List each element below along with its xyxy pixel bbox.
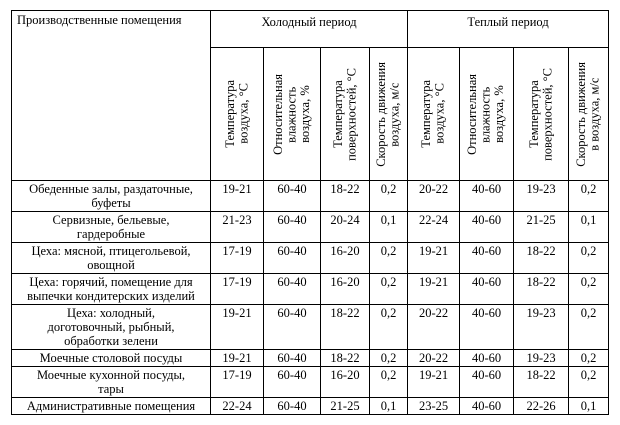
room-name-cell	[12, 212, 211, 243]
cold-subheader-label	[375, 62, 402, 167]
value-cell: 0,1	[569, 212, 609, 243]
room-name-line: обработки зелени	[64, 334, 158, 348]
value-cell: 40-60	[460, 274, 514, 305]
cold-period-header: Холодный период	[211, 11, 408, 48]
room-name-line: Сервизные, бельевые,	[52, 213, 170, 227]
room-name-cell	[12, 274, 211, 305]
warm-subheader-3	[514, 48, 569, 181]
value-cell: 0,1	[370, 398, 408, 415]
value-cell: 40-60	[460, 350, 514, 367]
room-name-line: Цеха: холодный,	[67, 306, 155, 320]
value-cell: 0,1	[569, 398, 609, 415]
value-cell: 0,2	[569, 367, 609, 398]
value-cell: 18-22	[321, 181, 370, 212]
subheader-line: поверхностей, °С	[540, 67, 555, 161]
value-cell: 40-60	[460, 243, 514, 274]
subheader-line: воздуха, %	[297, 85, 312, 143]
subheader-line: воздуха, °С	[432, 83, 447, 145]
subheader-line: влажность	[478, 85, 493, 143]
warm-subheader-2	[460, 48, 514, 181]
subheader-line: влажность	[284, 85, 299, 143]
cold-subheader-label	[272, 74, 313, 155]
value-cell: 0,2	[370, 350, 408, 367]
warm-period-header: Теплый период	[408, 11, 609, 48]
room-name-line: выпечки кондитерских изделий	[27, 289, 195, 303]
table-row	[12, 181, 609, 212]
table-row	[12, 398, 609, 415]
value-cell: 0,2	[569, 350, 609, 367]
value-cell: 19-21	[211, 350, 264, 367]
table-body	[12, 181, 609, 415]
value-cell: 16-20	[321, 367, 370, 398]
room-name-cell	[12, 350, 211, 367]
room-name-line: Обеденные залы, раздаточные,	[29, 182, 193, 196]
value-cell: 60-40	[264, 181, 321, 212]
value-cell: 19-21	[408, 367, 460, 398]
table-row	[12, 367, 609, 398]
subheader-line: Температура	[419, 80, 434, 148]
value-cell: 40-60	[460, 212, 514, 243]
value-cell: 60-40	[264, 212, 321, 243]
value-cell: 19-23	[514, 305, 569, 350]
room-name-cell	[12, 243, 211, 274]
subheader-line: в воздуха, м/с	[587, 77, 602, 151]
room-name-cell	[12, 398, 211, 415]
room-name-line: Цеха: мясной, птицегольевой,	[31, 244, 191, 258]
microclimate-table	[11, 10, 609, 415]
room-name-line: доготовочный, рыбный,	[47, 320, 175, 334]
subheader-line: воздуха, %	[492, 85, 507, 143]
warm-subheader-label	[420, 80, 447, 148]
value-cell: 19-21	[211, 305, 264, 350]
warm-subheader-label	[575, 62, 602, 167]
value-cell: 23-25	[408, 398, 460, 415]
value-cell: 18-22	[514, 367, 569, 398]
value-cell: 22-24	[408, 212, 460, 243]
subheader-line: Температура	[222, 80, 237, 148]
room-name-line: гардеробные	[76, 227, 146, 241]
value-cell: 60-40	[264, 350, 321, 367]
value-cell: 19-21	[408, 274, 460, 305]
table-row	[12, 243, 609, 274]
room-name-line: буфеты	[91, 196, 131, 210]
value-cell: 0,2	[370, 367, 408, 398]
value-cell: 16-20	[321, 243, 370, 274]
cold-subheader-3	[321, 48, 370, 181]
room-name-cell	[12, 181, 211, 212]
value-cell: 0,2	[370, 181, 408, 212]
value-cell: 0,2	[370, 274, 408, 305]
value-cell: 60-40	[264, 305, 321, 350]
value-cell: 0,2	[370, 305, 408, 350]
subheader-line: Относительная	[465, 73, 480, 155]
cold-subheader-4	[370, 48, 408, 181]
value-cell: 0,2	[569, 274, 609, 305]
subheader-line: поверхностей, °С	[344, 67, 358, 161]
value-cell: 0,2	[370, 243, 408, 274]
warm-subheader-4	[569, 48, 609, 181]
value-cell: 60-40	[264, 274, 321, 305]
value-cell: 16-20	[321, 274, 370, 305]
value-cell: 20-22	[408, 350, 460, 367]
value-cell: 19-21	[408, 243, 460, 274]
value-cell: 0,2	[569, 181, 609, 212]
room-name-line: Моечные столовой посуды	[39, 351, 183, 365]
subheader-line: Скорость движения	[374, 61, 389, 167]
room-name-line: Моечные кухонной посуды,	[36, 368, 186, 382]
cold-subheader-label	[224, 80, 251, 148]
warm-subheader-label	[528, 68, 555, 161]
value-cell: 0,2	[569, 243, 609, 274]
value-cell: 21-25	[514, 212, 569, 243]
subheader-line: Температура	[526, 80, 541, 148]
room-name-line: Административные помещения	[26, 399, 196, 413]
value-cell: 20-24	[321, 212, 370, 243]
value-cell: 60-40	[264, 398, 321, 415]
warm-subheader-label	[466, 74, 507, 155]
subheader-line: Относительная	[270, 73, 285, 155]
value-cell: 40-60	[460, 398, 514, 415]
value-cell: 20-22	[408, 181, 460, 212]
value-cell: 21-25	[321, 398, 370, 415]
table-row	[12, 274, 609, 305]
cold-subheader-1	[211, 48, 264, 181]
table-row	[12, 212, 609, 243]
value-cell: 60-40	[264, 243, 321, 274]
value-cell: 20-22	[408, 305, 460, 350]
room-name-line: овощной	[87, 258, 135, 272]
value-cell: 40-60	[460, 305, 514, 350]
subheader-line: Скорость движения	[574, 61, 589, 167]
room-name-cell	[12, 305, 211, 350]
value-cell: 40-60	[460, 181, 514, 212]
table-row	[12, 305, 609, 350]
cold-subheader-2	[264, 48, 321, 181]
value-cell: 17-19	[211, 243, 264, 274]
value-cell: 18-22	[514, 274, 569, 305]
room-name-cell	[12, 367, 211, 398]
value-cell: 18-22	[321, 350, 370, 367]
value-cell: 0,1	[370, 212, 408, 243]
subheader-line: Температура	[330, 80, 345, 148]
value-cell: 19-23	[514, 181, 569, 212]
value-cell: 17-19	[211, 367, 264, 398]
value-cell: 60-40	[264, 367, 321, 398]
table-row	[12, 350, 609, 367]
value-cell: 0,2	[569, 305, 609, 350]
value-cell: 40-60	[460, 367, 514, 398]
value-cell: 17-19	[211, 274, 264, 305]
room-name-line: Цеха: горячий, помещение для	[29, 275, 193, 289]
subheader-line: воздуха, м/с	[387, 81, 402, 147]
value-cell: 18-22	[514, 243, 569, 274]
subheader-line: воздуха, °С	[236, 83, 250, 145]
room-name-line: тары	[98, 382, 124, 396]
value-cell: 19-23	[514, 350, 569, 367]
value-cell: 19-21	[211, 181, 264, 212]
value-cell: 18-22	[321, 305, 370, 350]
room-column-header: Производственные помещения	[12, 11, 211, 181]
value-cell: 22-26	[514, 398, 569, 415]
cold-subheader-label	[332, 68, 359, 161]
value-cell: 22-24	[211, 398, 264, 415]
value-cell: 21-23	[211, 212, 264, 243]
warm-subheader-1	[408, 48, 460, 181]
